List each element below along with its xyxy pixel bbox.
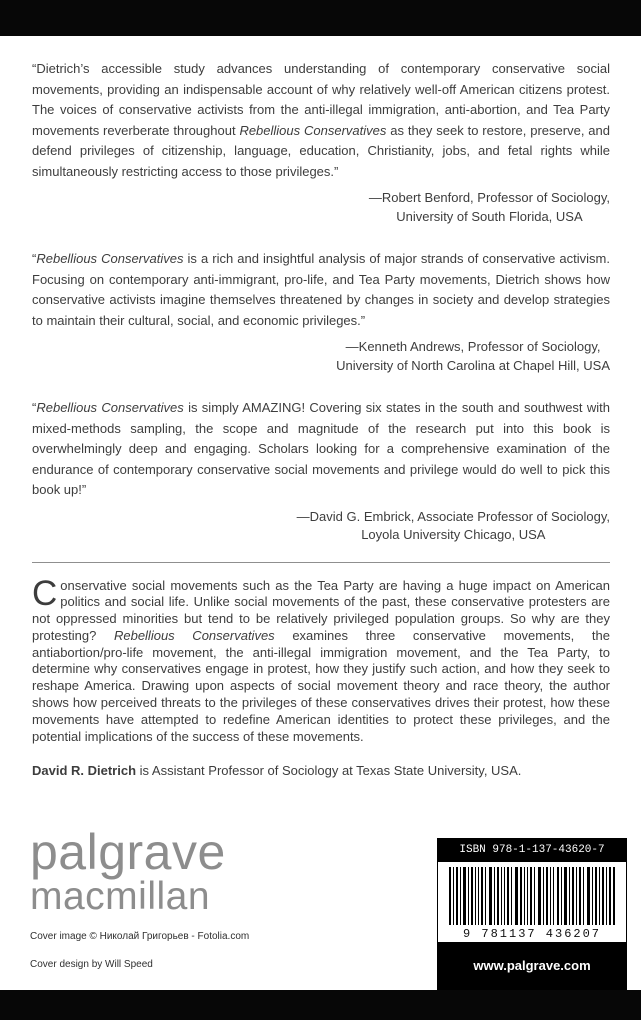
quote-attribution: [297, 508, 610, 545]
description-text: onservative social movements such as the Tea Party are having a huge impact on American politics and social life. Unlike social movements of the past, these conservative protesters are not oppressed minorities but tend to be relatively privileged population groups. So why are they protesting? Rebellious Conservatives examines three conservative movements, the antiabortion/pro-life movement, the anti-illegal immigration movement, and the Tea Party, to determine why conservatives engage in protest, how they justify such action, and how they seek to reshape America. Drawing upon aspects of social movement theory and race theory, the author shows how perceived threats to the privileges of these conservatives drives their protest, how these movements have attempted to redefine American identities to protect these privileges, and the potential implications of the success of these movements.: [32, 577, 611, 744]
author-bio: David R. Dietrich is Assistant Professor of Sociology at Texas State University, USA.: [32, 763, 522, 779]
top-bar: [0, 0, 641, 36]
publisher-imprint: macmillan: [30, 875, 211, 918]
quote-text: “Dietrich’s accessible study advances understanding of contemporary conservative social movements, providing an indispensable account of why relatively well-off American citizens protest. The voices of conservative activists from the anti-illegal immigration, anti-abortion, and Tea Party movements reverberate throughout Rebellious Conservatives as they seek to restore, preserve, and defend privileges of citizenship, language, education, Christianity, jobs, and fetal rights while simultaneously restricting access to those privileges.”: [32, 61, 610, 179]
isbn-label: ISBN 978-1-137-43620-7: [438, 839, 626, 862]
quote-text: “Rebellious Conservatives is simply AMAZING! Covering six states in the south and southwest with mixed-methods sampling, the scope and magnitude of the research put into this book is overwhelmingly deep and engaging. Scholars looking for a comprehensive examination of the endurance of contemporary conservative social movements and privilege would do well to pick this book up!”: [32, 400, 610, 497]
attribution-line: —David G. Embrick, Associate Professor of Sociology,: [296, 508, 610, 524]
isbn-box: [437, 838, 627, 990]
review-quote-2: [32, 249, 610, 375]
bottom-bar: [0, 990, 641, 1020]
attribution-line: —Kenneth Andrews, Professor of Sociology,: [345, 339, 601, 354]
book-description: [32, 573, 611, 746]
barcode-digits: 9 781137 436207: [462, 927, 602, 941]
cover-image-credit: Cover image © Николай Григорьев - Fotolia.com: [30, 931, 250, 942]
review-quote-1: [32, 59, 610, 226]
barcode-icon: [438, 862, 626, 926]
cover-text-content: [32, 36, 610, 779]
quote-text: “Rebellious Conservatives is a rich and insightful analysis of major strands of conservative activism. Focusing on contemporary anti-immigrant, pro-life, and Tea Party movements, Dietrich shows how conservative activists imagine themselves threatened by changes in society and develop strategies to maintain their cultural, social, and economic privileges.”: [32, 251, 610, 328]
drop-cap: C: [32, 573, 58, 613]
attribution-line: —Robert Benford, Professor of Sociology,: [368, 190, 610, 205]
cover-credits: [30, 931, 249, 970]
cover-design-credit: Cover design by Will Speed: [30, 959, 153, 970]
review-quote-3: [32, 398, 610, 545]
attribution-line: University of South Florida, USA: [396, 208, 583, 224]
attribution-line: University of North Carolina at Chapel Hill, USA: [336, 357, 610, 373]
publisher-logo: [30, 824, 226, 918]
quote-attribution: [369, 189, 610, 226]
quote-attribution: [336, 338, 610, 375]
attribution-line: Loyola University Chicago, USA: [361, 527, 546, 542]
section-divider: [32, 562, 610, 563]
publisher-website: www.palgrave.com: [438, 942, 626, 989]
publisher-name: palgrave: [30, 824, 226, 880]
